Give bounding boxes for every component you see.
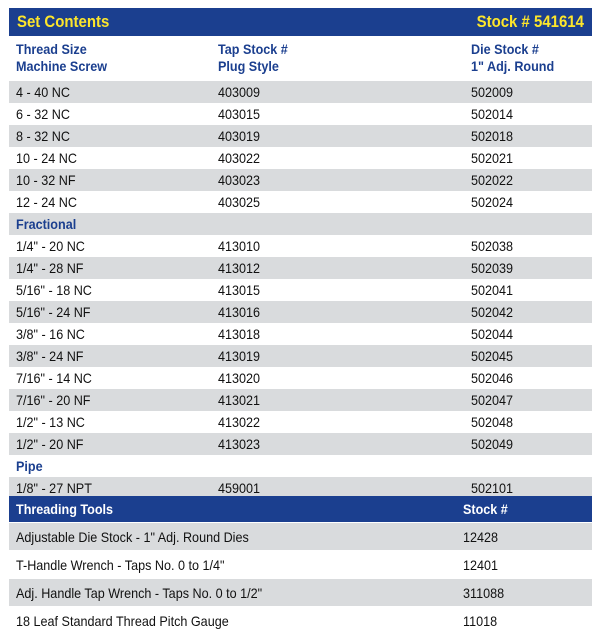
tool-row [9, 579, 592, 607]
threading-tools-header [9, 496, 592, 522]
tool-row [9, 523, 592, 551]
tap-stock-cell: 413018 [218, 326, 261, 342]
die-stock-cell: 502101 [471, 480, 514, 496]
die-stock-cell: 502024 [471, 194, 514, 210]
table-row [9, 323, 592, 345]
table-row [9, 411, 592, 433]
thread-size-cell: 10 - 32 NF [16, 172, 76, 188]
die-stock-cell: 502018 [471, 128, 514, 144]
thread-size-cell: 7/16" - 14 NC [16, 370, 92, 386]
thread-size-cell: 8 - 32 NC [16, 128, 70, 144]
table-row [9, 301, 592, 323]
tool-stock-cell: 12428 [463, 529, 499, 545]
tool-stock-cell: 311088 [463, 585, 505, 601]
die-stock-header-line2: 1" Adj. Round [471, 58, 555, 74]
tool-name-cell: Adj. Handle Tap Wrench - Taps No. 0 to 1/2" [16, 585, 263, 601]
die-stock-header-line1: Die Stock # [471, 41, 539, 57]
die-stock-cell: 502038 [471, 238, 514, 254]
thread-size-cell: 7/16" - 20 NF [16, 392, 91, 408]
table-row [9, 235, 592, 257]
thread-size-cell: 1/2" - 20 NF [16, 436, 84, 452]
tap-stock-cell: 459001 [218, 480, 261, 496]
thread-size-cell: 3/8" - 24 NF [16, 348, 84, 364]
tap-stock-header-line2: Plug Style [218, 58, 279, 74]
die-stock-cell: 502039 [471, 260, 514, 276]
table-row [9, 345, 592, 367]
table-row [9, 169, 592, 191]
title-bar [9, 8, 592, 36]
tap-stock-cell: 403023 [218, 172, 261, 188]
thread-size-cell: 5/16" - 24 NF [16, 304, 91, 320]
die-stock-cell: 502048 [471, 414, 514, 430]
thread-size-cell: 5/16" - 18 NC [16, 282, 92, 298]
table-row [9, 81, 592, 103]
tool-name-cell: Adjustable Die Stock - 1" Adj. Round Dies [16, 529, 249, 545]
set-contents-title: Set Contents [17, 12, 110, 31]
tap-stock-cell: 403019 [218, 128, 261, 144]
die-stock-cell: 502047 [471, 392, 514, 408]
die-stock-cell: 502014 [471, 106, 514, 122]
table-row [9, 367, 592, 389]
set-stock-number: Stock # 541614 [476, 12, 584, 31]
tap-stock-cell: 413010 [218, 238, 261, 254]
tap-stock-header-line1: Tap Stock # [218, 41, 288, 57]
table-row [9, 433, 592, 455]
table-row [9, 191, 592, 213]
thread-size-cell: 1/4" - 28 NF [16, 260, 84, 276]
thread-size-cell: 10 - 24 NC [16, 150, 77, 166]
tap-stock-cell: 413015 [218, 282, 261, 298]
thread-size-cell: 1/8" - 27 NPT [16, 480, 92, 496]
thread-size-header-line2: Machine Screw [16, 58, 108, 74]
thread-size-cell: 6 - 32 NC [16, 106, 70, 122]
die-stock-cell: 502021 [471, 150, 514, 166]
fractional-label: Fractional [16, 216, 77, 232]
tool-row [9, 607, 592, 635]
tap-stock-cell: 413023 [218, 436, 261, 452]
die-stock-cell: 502049 [471, 436, 514, 452]
thread-size-cell: 12 - 24 NC [16, 194, 77, 210]
pipe-section-heading [9, 455, 592, 477]
tap-stock-cell: 413019 [218, 348, 261, 364]
thread-size-header [16, 41, 107, 75]
die-stock-cell: 502009 [471, 84, 514, 100]
fractional-section-heading [9, 213, 592, 235]
die-stock-cell: 502041 [471, 282, 514, 298]
tool-name-cell: T-Handle Wrench - Taps No. 0 to 1/4" [16, 557, 225, 573]
thread-size-header-line1: Thread Size [16, 41, 87, 57]
tool-stock-cell: 12401 [463, 557, 499, 573]
thread-size-cell: 1/2" - 13 NC [16, 414, 85, 430]
tool-name-cell: 18 Leaf Standard Thread Pitch Gauge [16, 613, 229, 629]
thread-size-cell: 1/4" - 20 NC [16, 238, 85, 254]
tap-stock-cell: 413022 [218, 414, 261, 430]
tap-stock-header [218, 41, 288, 75]
tools-stock-header: Stock # [463, 501, 508, 517]
thread-size-cell: 3/8" - 16 NC [16, 326, 85, 342]
die-stock-cell: 502042 [471, 304, 514, 320]
tap-stock-cell: 403015 [218, 106, 261, 122]
table-row [9, 103, 592, 125]
threading-tools-table [9, 523, 592, 635]
tap-stock-cell: 413021 [218, 392, 261, 408]
column-headers [9, 40, 592, 80]
tap-stock-cell: 413012 [218, 260, 261, 276]
table-row [9, 257, 592, 279]
die-stock-cell: 502045 [471, 348, 514, 364]
tap-stock-cell: 413020 [218, 370, 261, 386]
tap-stock-cell: 413016 [218, 304, 261, 320]
pipe-label: Pipe [16, 458, 43, 474]
table-row [9, 389, 592, 411]
threading-tools-label: Threading Tools [16, 501, 114, 517]
die-stock-cell: 502022 [471, 172, 514, 188]
thread-table [9, 81, 592, 499]
tool-stock-cell: 11018 [463, 613, 498, 629]
tool-row [9, 551, 592, 579]
die-stock-cell: 502046 [471, 370, 514, 386]
tap-stock-cell: 403009 [218, 84, 261, 100]
tap-stock-cell: 403022 [218, 150, 261, 166]
table-row [9, 279, 592, 301]
table-row [9, 147, 592, 169]
thread-size-cell: 4 - 40 NC [16, 84, 70, 100]
die-stock-header [471, 41, 554, 75]
table-row [9, 125, 592, 147]
die-stock-cell: 502044 [471, 326, 514, 342]
tap-stock-cell: 403025 [218, 194, 261, 210]
